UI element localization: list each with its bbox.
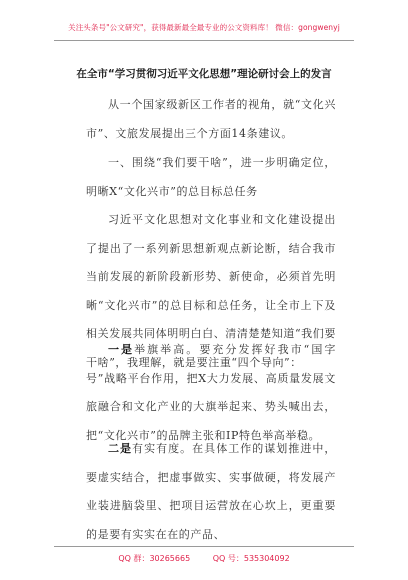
paragraph-lead: 一是 — [108, 343, 135, 356]
paragraph-point-two — [86, 435, 336, 549]
paragraph-text: 举旗举高。要充分发挥好我市“国字号”战略平台作用，把X大力发展、高质量发展文旅融合和文化产业的大旗举起来、势头喊出去，把“文化兴市”的品牌主张和IP特色举高举稳。 — [86, 343, 336, 442]
qq-group: QQ 群：30265665 — [118, 554, 191, 563]
paragraph-lead: 二是 — [108, 442, 133, 455]
section-heading-1 — [86, 149, 336, 206]
header-notice: 关注头条号"公文研究"，获得最新最全最专业的公文资料库！ 微信：gongwenyj — [68, 23, 340, 32]
header-divider — [54, 40, 354, 41]
qq-number: QQ 号：535304092 — [212, 554, 290, 563]
paragraph-text: 从一个国家级新区工作者的视角，就“文化兴市”、文旅发展提出三个方面14条建议。 — [86, 98, 336, 140]
paragraph-text: 有实有度。在具体工作的谋划推进中，要虚实结合，把虚事做实、实事做硬，将发展产业装进脑袋里、把项目运营放在心坎上，更重要的是要有实实在在的产品、 — [86, 442, 336, 541]
footer-contact — [0, 553, 408, 564]
paragraph-point-one — [86, 336, 336, 450]
paragraph-text: 习近平文化思想对文化事业和文化建设提出了提出了一系列新思想新观点新论断，结合我市当前发展的新阶段新形势、新使命，必须首先明晰“文化兴市”的总目标和总任务，让全市上下及相关发展共同体明明白白、清清楚楚知道“我们要干啥”，我理解，就是要注重“四个导向”： — [86, 213, 336, 369]
paragraph-intro — [86, 91, 336, 148]
document-title: 在全市“学习贯彻习近平文化思想”理论研讨会上的发言 — [76, 68, 332, 80]
paragraph-text: 一、围绕“我们要干啥”，进一步明确定位，明晰X“文化兴市”的总目标总任务 — [86, 156, 336, 198]
footer-divider — [54, 546, 354, 547]
